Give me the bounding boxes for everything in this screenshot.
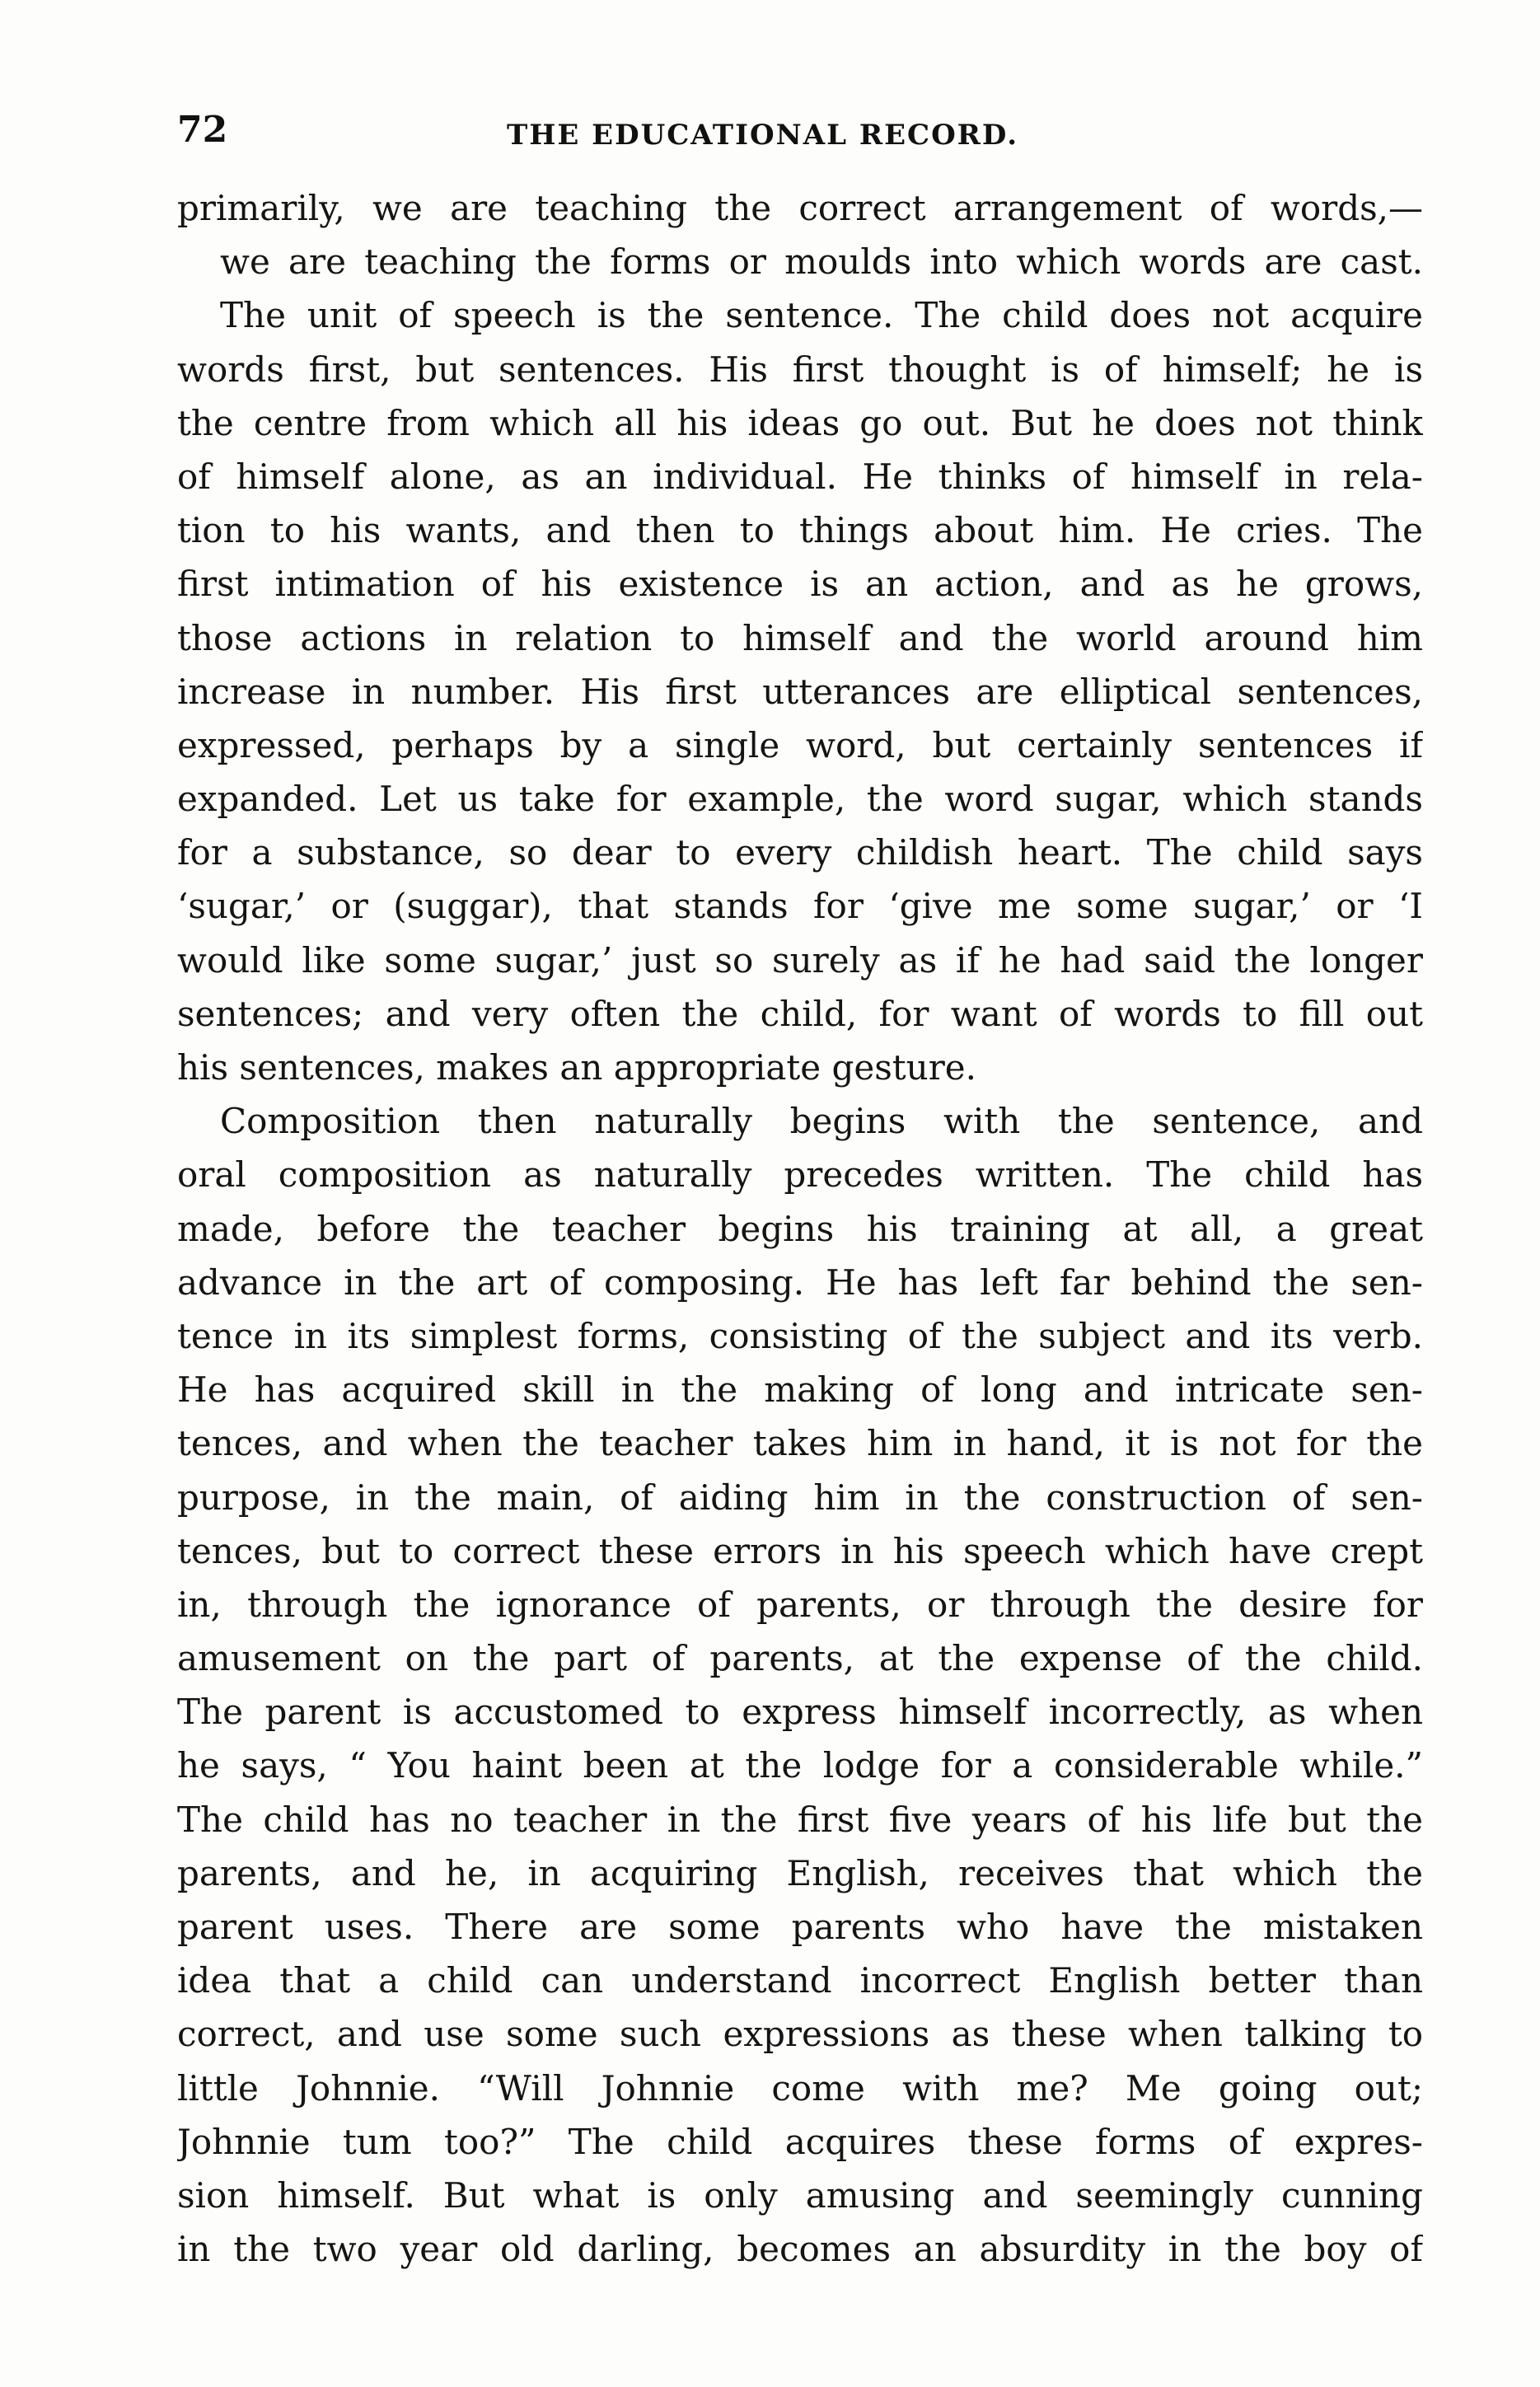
- text-line: idea that a child can understand incorrect English better than: [177, 1960, 1423, 2001]
- text-line: tion to his wants, and then to things about him. He cries. The: [177, 510, 1423, 551]
- text-line: words first, but sentences. His first thought is of himself; he is: [177, 349, 1423, 390]
- text-line: made, before the teacher begins his training at all, a great: [177, 1208, 1423, 1249]
- text-line: primarily, we are teaching the correct arrangement of words,—: [177, 188, 1423, 228]
- text-line: expressed, perhaps by a single word, but certainly sentences if: [177, 724, 1423, 765]
- text-line: correct, and use some such expressions as these when talking to: [177, 2014, 1423, 2055]
- text-line: for a substance, so dear to every childish heart. The child says: [177, 832, 1423, 873]
- body-text: [177, 181, 1423, 2276]
- text-line: He has acquired skill in the making of long and intricate sen-: [177, 1369, 1423, 1411]
- text-line: purpose, in the main, of aiding him in the construction of sen-: [177, 1477, 1423, 1518]
- text-line: in the two year old darling, becomes an absurdity in the boy of: [177, 2229, 1423, 2270]
- text-line: parent uses. There are some parents who have the mistaken: [177, 1907, 1423, 1947]
- running-head: [177, 105, 1421, 163]
- text-line: he says, “ You haint been at the lodge for a considerable while.”: [177, 1745, 1423, 1786]
- text-line: The unit of speech is the sentence. The child does not acquire: [220, 295, 1423, 336]
- page-number: 72: [177, 109, 228, 151]
- text-line: little Johnnie. “Will Johnnie come with me? Me going out;: [177, 2067, 1423, 2109]
- text-line: sion himself. But what is only amusing and seemingly cunning: [177, 2174, 1423, 2216]
- text-line: tences, and when the teacher takes him in hand, it is not for the: [177, 1423, 1423, 1464]
- text-line: Johnnie tum too?” The child acquires these forms of expres-: [177, 2121, 1423, 2162]
- text-line: those actions in relation to himself and the world around him: [177, 617, 1423, 658]
- text-line: amusement on the part of parents, at the expense of the child.: [177, 1638, 1423, 1679]
- text-line: increase in number. His first utterances are elliptical sentences,: [177, 671, 1423, 712]
- text-line: in, through the ignorance of parents, or through the desire for: [177, 1584, 1423, 1625]
- text-line: would like some sugar,’ just so surely as if he had said the longer: [177, 939, 1423, 981]
- text-line: advance in the art of composing. He has left far behind the sen-: [177, 1261, 1423, 1303]
- text-line: tence in its simplest forms, consisting of the subject and its verb.: [177, 1315, 1423, 1356]
- text-line: tences, but to correct these errors in his speech which have crept: [177, 1530, 1423, 1571]
- text-line: The child has no teacher in the first five years of his life but the: [177, 1799, 1423, 1840]
- text-line: Composition then naturally begins with the sentence, and: [220, 1101, 1423, 1142]
- text-line: oral composition as naturally precedes written. The child has: [177, 1154, 1423, 1196]
- text-line: ‘sugar,’ or (suggar), that stands for ‘give me some sugar,’ or ‘I: [177, 886, 1423, 927]
- text-line: expanded. Let us take for example, the word sugar, which stands: [177, 779, 1423, 820]
- text-line: we are teaching the forms or moulds into which words are cast.: [220, 241, 1423, 283]
- text-line: sentences; and very often the child, for want of words to fill out: [177, 993, 1423, 1034]
- text-line: of himself alone, as an individual. He thinks of himself in rela-: [177, 456, 1423, 497]
- text-line: parents, and he, in acquiring English, receives that which the: [177, 1852, 1423, 1893]
- text-line: the centre from which all his ideas go out. But he does not think: [177, 402, 1423, 443]
- text-line: first intimation of his existence is an action, and as he grows,: [177, 564, 1423, 605]
- text-line: The parent is accustomed to express himself incorrectly, as when: [177, 1692, 1423, 1733]
- text-line: his sentences, makes an appropriate gesture.: [177, 1047, 976, 1088]
- journal-title: THE EDUCATIONAL RECORD.: [507, 119, 1019, 152]
